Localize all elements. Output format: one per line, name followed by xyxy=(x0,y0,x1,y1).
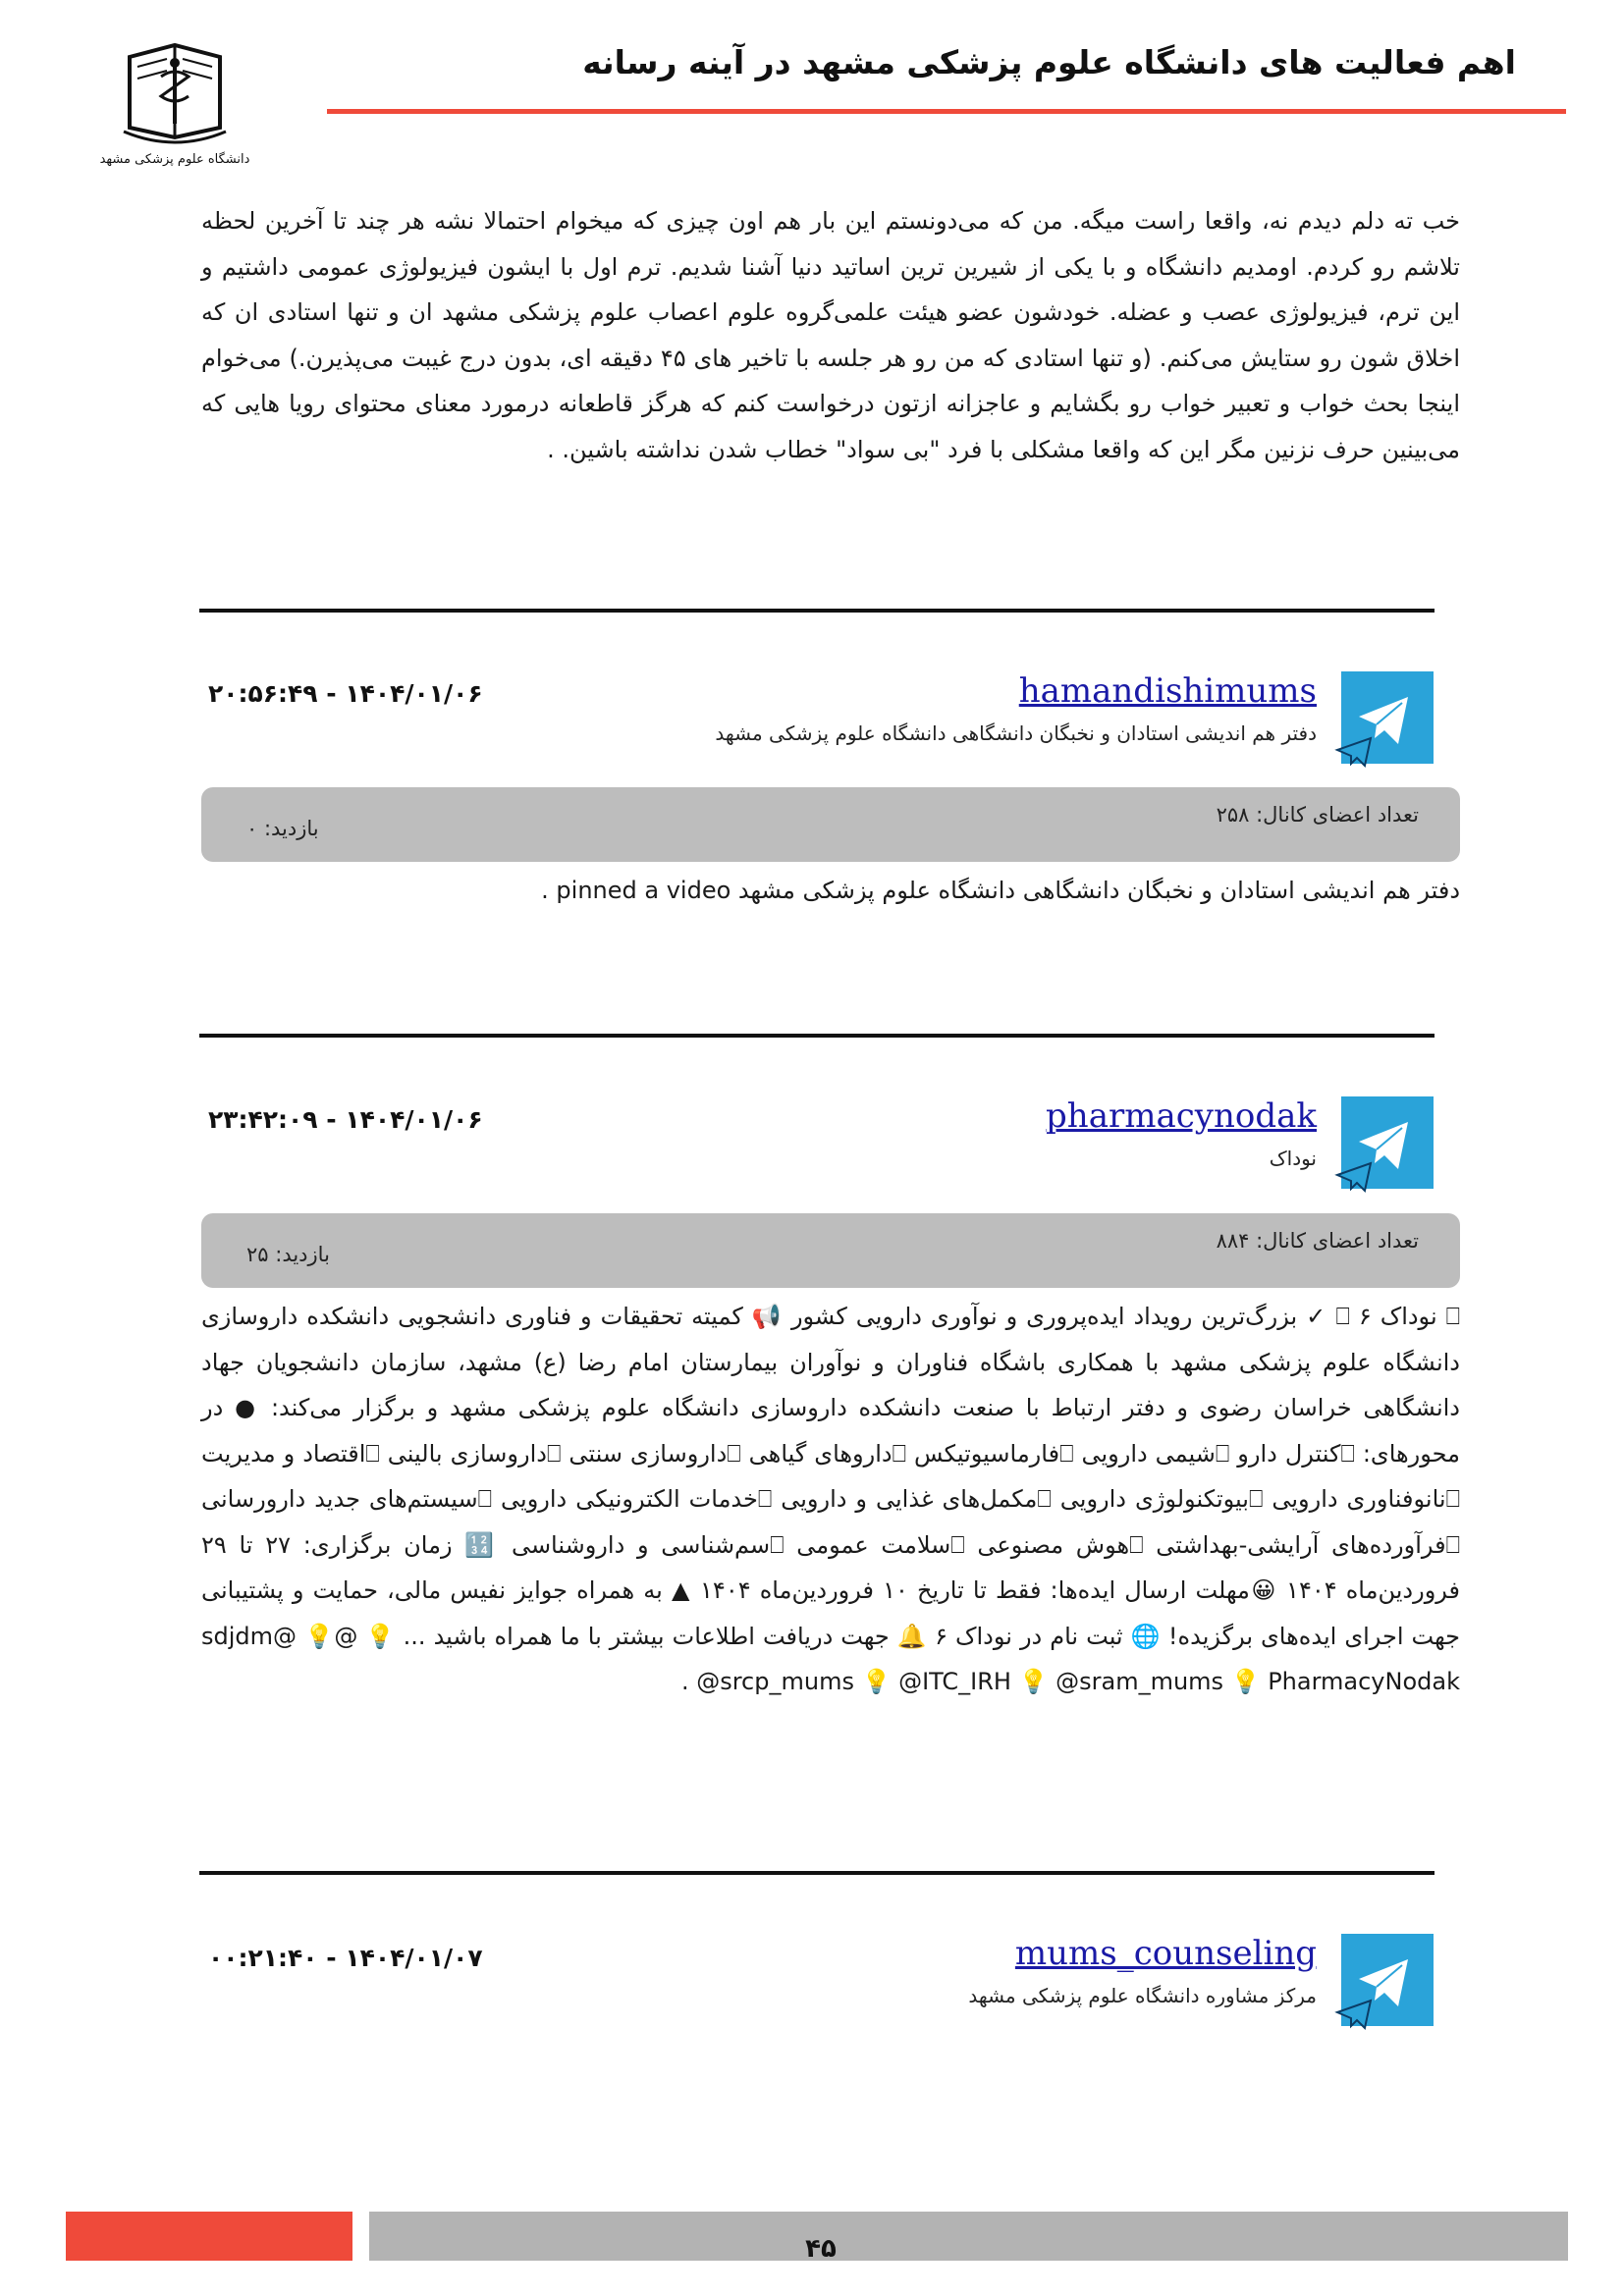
svg-text:دانشگاه علوم پزشکی مشهد: دانشگاه علوم پزشکی مشهد xyxy=(99,152,250,167)
channel-members-count: تعداد اعضای کانال: ۸۸۴ xyxy=(1216,1229,1419,1253)
channel-stats-bar xyxy=(201,787,1460,862)
page-title: اهم فعالیت های دانشگاه علوم پزشکی مشهد در آینه رسانه xyxy=(582,43,1516,81)
page-number: ۴۵ xyxy=(805,2234,837,2264)
post-separator xyxy=(199,1871,1435,1875)
telegram-icon xyxy=(1337,1934,1434,2030)
channel-handle-link[interactable]: hamandishimums xyxy=(1018,671,1317,711)
post-timestamp: ۲۳:۴۲:۰۹ - ۱۴۰۴/۰۱/۰۶ xyxy=(208,1105,483,1134)
telegram-icon xyxy=(1337,1096,1434,1193)
intro-paragraph: خب ته دلم دیدم نه، واقعا راست میگه. من که می‌دونستم این بار هم اون چیزی که میخوام احتمالا نشه هر چند تا آخرین لحظه تلاشم رو کردم. اومدیم دانشگاه و با یکی از شیرین ترین اساتید دنیا آشنا شدیم. ترم اول با ایشون فیزیولوژی عمومی داشتیم و این ترم، فیزیولوژی عصب و عضله. خودشون عضو هیئت علمی‌گروه علوم اعصاب علوم پزشکی مشهد ان و تنها استادی ان که اخلاق شون رو ستایش می‌کنم. (و تنها استادی که من رو هر جلسه با تاخیر های ۴۵ دقیقه ای، بدون درج غیبت می‌پذیرن.) می‌خوام اینجا بحث خواب و تعبیر خواب رو بگشایم و عاجزانه ازتون درخواست کنم که هرگز قاطعانه درمورد معنای محتوای رویا هایی که می‌بینین حرف نزنین مگر این که واقعا مشکلی با فرد "بی سواد" خطاب شدن نداشته باشین. . xyxy=(201,207,1460,463)
channel-description: مرکز مشاوره دانشگاه علوم پزشکی مشهد xyxy=(968,1984,1317,2007)
post-separator xyxy=(199,609,1435,613)
post-timestamp: ۰۰:۲۱:۴۰ - ۱۴۰۴/۰۱/۰۷ xyxy=(208,1944,483,1972)
channel-description: نوداک xyxy=(1269,1147,1317,1170)
post-timestamp: ۲۰:۵۶:۴۹ - ۱۴۰۴/۰۱/۰۶ xyxy=(208,679,483,708)
header-divider xyxy=(327,109,1566,114)
channel-handle-link[interactable]: mums_counseling xyxy=(1014,1934,1317,1973)
post-body: دفتر هم اندیشی استادان و نخبگان دانشگاهی دانشگاه علوم پزشکی مشهد pinned a video . xyxy=(541,877,1460,904)
post-separator xyxy=(199,1034,1435,1038)
post-views-count: بازدید: ۲۵ xyxy=(246,1243,330,1266)
telegram-icon xyxy=(1337,671,1434,768)
university-logo-icon xyxy=(99,37,250,167)
footer-accent-bar xyxy=(66,2212,352,2261)
footer-bar xyxy=(369,2212,1568,2261)
channel-description: دفتر هم اندیشی استادان و نخبگان دانشگاهی دانشگاه علوم پزشکی مشهد xyxy=(715,721,1317,745)
channel-handle-link[interactable]: pharmacynodak xyxy=(1046,1096,1317,1136)
channel-stats-bar xyxy=(201,1213,1460,1288)
post-views-count: بازدید: ۰ xyxy=(246,817,319,840)
channel-members-count: تعداد اعضای کانال: ۲۵۸ xyxy=(1216,803,1419,827)
post-body: ⎕ نوداک ۶ ⎕ ✓ بزرگ‌ترین رویداد ایده‌پروری و نوآوری دارویی کشور 📢 کمیته تحقیقات و فناوری دانشجویی دانشکده داروسازی دانشگاه علوم پزشکی مشهد با همکاری باشگاه فناوران و نوآوران بیمارستان امام رضا (ع) مشهد، سازمان دانشجویان جهاد دانشگاهی خراسان رضوی و دفتر ارتباط با صنعت دانشکده داروسازی دانشگاه علوم پزشکی مشهد و برگزار می‌کند: ● در محورهای: ⎕کنترل دارو ⎕شیمی دارویی ⎕فارماسیوتیکس ⎕داروهای گیاهی ⎕داروسازی سنتی ⎕داروسازی بالینی ⎕اقتصاد و مدیریت ⎕نانوفناوری دارویی ⎕بیوتکنولوژی دارویی ⎕مکمل‌های غذایی و دارویی ⎕خدمات الکترونیکی دارویی ⎕سیستم‌های جدید دارورسانی ⎕فرآورده‌های آرایشی-بهداشتی ⎕هوش مصنوعی ⎕سلامت عمومی ⎕سم‌شناسی و داروشناسی 🔢 زمان برگزاری: ۲۷ تا ۲۹ فروردین‌ماه ۱۴۰۴ 😀مهلت ارسال ایده‌ها: فقط تا تاریخ ۱۰ فروردین‌ماه ۱۴۰۴ ▲ به همراه جوایز نفیس مالی، حمایت و پشتیبانی جهت اجرای ایده‌های برگزیده! 🌐 ثبت نام در نوداک ۶ 🔔 جهت دریافت اطلاعات بیشتر با ما همراه باشید ... 💡 @sdjdm@ 💡 @srcp_mums 💡 @ITC_IRH 💡 @sram_mums 💡 PharmacyNodak . xyxy=(201,1303,1461,1695)
